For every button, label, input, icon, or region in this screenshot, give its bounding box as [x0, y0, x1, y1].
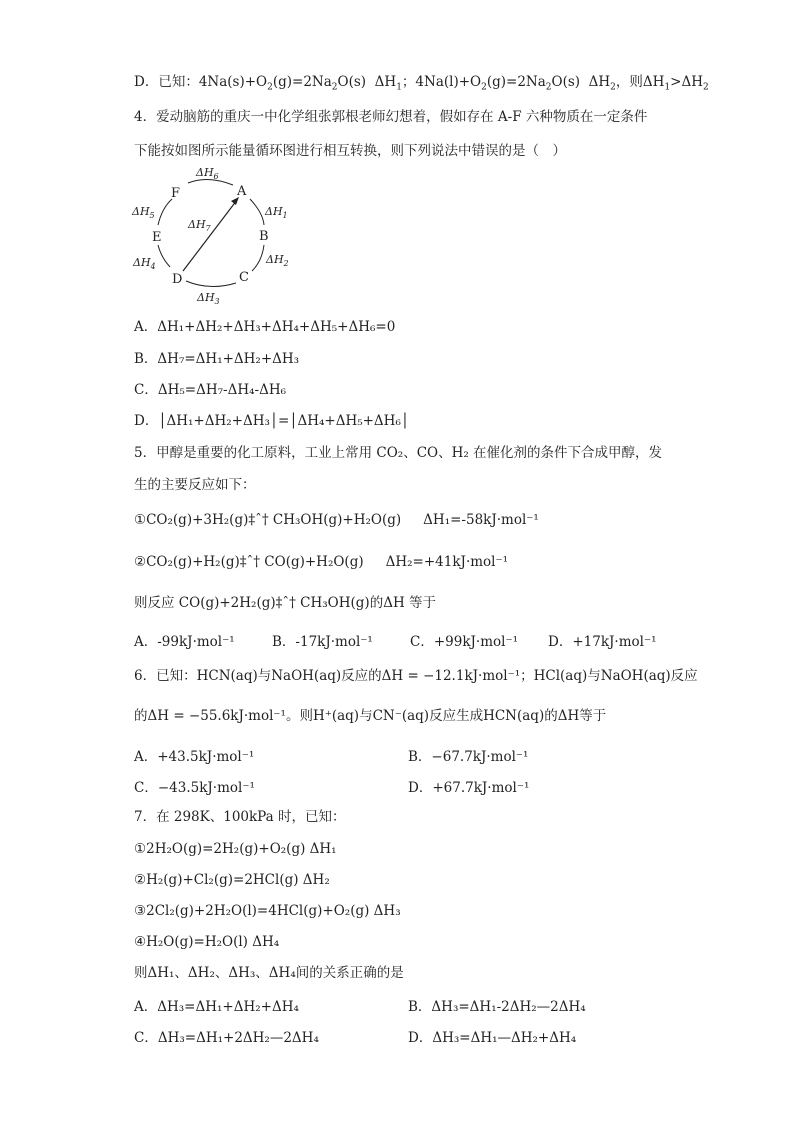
q5-option-a: A．-99kJ·mol⁻¹	[134, 634, 235, 650]
label-dh5: $\Delta H_5$	[132, 205, 155, 220]
q7-reaction-4: ④H₂O(g)=H₂O(l) ΔH₄	[134, 934, 280, 950]
q5-question: 则反应 CO(g)+2H₂(g)‡ˆ† CH₃OH(g)的ΔH 等于	[134, 595, 437, 611]
q5-stem-line1: 5．甲醇是重要的化工原料，工业上常用 CO₂、CO、H₂ 在催化剂的条件下合成甲醇，发	[134, 445, 663, 461]
arc-f-a	[188, 179, 233, 185]
arc-b-c	[252, 245, 264, 271]
arc-c-d	[186, 281, 236, 287]
q7-reaction-2: ②H₂(g)+Cl₂(g)=2HCl(g) ΔH₂	[134, 872, 330, 888]
q7-stem: 7．在 298K、100kPa 时，已知：	[134, 809, 346, 825]
q7-option-d: D．ΔH₃=ΔH₁—ΔH₂+ΔH₄	[408, 1030, 577, 1046]
q7-question: 则ΔH₁、ΔH₂、ΔH₃、ΔH₄间的关系正确的是	[134, 965, 404, 981]
q7-reaction-3: ③2Cl₂(g)+2H₂O(l)=4HCl(g)+O₂(g) ΔH₃	[134, 903, 401, 919]
label-dh3: $\Delta H_3$	[197, 291, 220, 306]
q5-option-b: B．-17kJ·mol⁻¹	[272, 634, 373, 650]
node-e: E	[152, 230, 162, 245]
node-c: C	[239, 270, 249, 285]
q7-option-c: C．ΔH₃=ΔH₁+2ΔH₂—2ΔH₄	[134, 1030, 319, 1046]
q4-option-d: D．│ΔH₁+ΔH₂+ΔH₃│=│ΔH₄+ΔH₅+ΔH₆│	[134, 413, 409, 429]
q4-option-b: B．ΔH₇=ΔH₁+ΔH₂+ΔH₃	[134, 351, 300, 367]
q3-option-d: D．已知：$4Na(s)+O_2(g)=2Na_2O(s)$ $\Delta H_1$；$4Na(l)+O_2(g)=2Na_2O(s)$ $\Delta H_2$，则$\Delta H_1>\Delta H_2$	[134, 74, 709, 93]
label-dh4: $\Delta H_4$	[133, 256, 156, 271]
arc-e-f	[158, 199, 172, 225]
q5-option-d: D．+17kJ·mol⁻¹	[548, 634, 657, 650]
node-b: B	[259, 229, 269, 244]
q6-stem-line1: 6．已知：HCN(aq)与NaOH(aq)反应的ΔH = −12.1kJ·mol⁻¹；HCl(aq)与NaOH(aq)反应	[134, 668, 698, 684]
q6-option-a: A．+43.5kJ·mol⁻¹	[134, 749, 255, 765]
q6-option-c: C．−43.5kJ·mol⁻¹	[134, 780, 255, 796]
arc-d-e	[158, 245, 170, 267]
node-d: D	[172, 272, 183, 287]
q5-stem-line2: 生的主要反应如下：	[134, 477, 256, 493]
q6-stem-line2: 的ΔH = −55.6kJ·mol⁻¹。则H⁺(aq)与CN⁻(aq)反应生成HCN(aq)的ΔH等于	[134, 708, 607, 724]
q7-option-b: B．ΔH₃=ΔH₁-2ΔH₂—2ΔH₄	[408, 999, 586, 1015]
node-a: A	[237, 184, 247, 199]
label-dh1: $\Delta H_1$	[265, 205, 288, 220]
label-dh7: $\Delta H_7$	[188, 218, 211, 233]
arrow-d-to-a	[183, 200, 237, 271]
q6-option-b: B．−67.7kJ·mol⁻¹	[408, 749, 529, 765]
arc-a-b	[250, 199, 264, 225]
energy-cycle-diagram	[128, 163, 308, 308]
q7-reaction-1: ①2H₂O(g)=2H₂(g)+O₂(g) ΔH₁	[134, 841, 337, 857]
q4-option-a: A．ΔH₁+ΔH₂+ΔH₃+ΔH₄+ΔH₅+ΔH₆=0	[134, 319, 396, 335]
q5-reaction-2: ②CO₂(g)+H₂(g)‡ˆ† CO(g)+H₂O(g) ΔH₂=+41kJ·mol⁻¹	[134, 554, 509, 570]
label-dh2: $\Delta H_2$	[266, 253, 289, 268]
q6-option-d: D．+67.7kJ·mol⁻¹	[408, 780, 530, 796]
q7-option-a: A．ΔH₃=ΔH₁+ΔH₂+ΔH₄	[134, 999, 299, 1015]
label-dh6: $\Delta H_6$	[196, 166, 219, 181]
node-f: F	[171, 186, 181, 201]
q4-stem-line1: 4．爱动脑筋的重庆一中化学组张郭根老师幻想着，假如存在 A-F 六种物质在一定条件	[134, 109, 648, 125]
q5-reaction-1: ①CO₂(g)+3H₂(g)‡ˆ† CH₃OH(g)+H₂O(g) ΔH₁=-58kJ·mol⁻¹	[134, 512, 539, 528]
q4-stem-line2: 下能按如图所示能量循环图进行相互转换，则下列说法中错误的是（ ）	[134, 143, 566, 159]
q4-option-c: C．ΔH₅=ΔH₇-ΔH₄-ΔH₆	[134, 382, 287, 398]
q5-option-c: C．+99kJ·mol⁻¹	[410, 634, 518, 650]
